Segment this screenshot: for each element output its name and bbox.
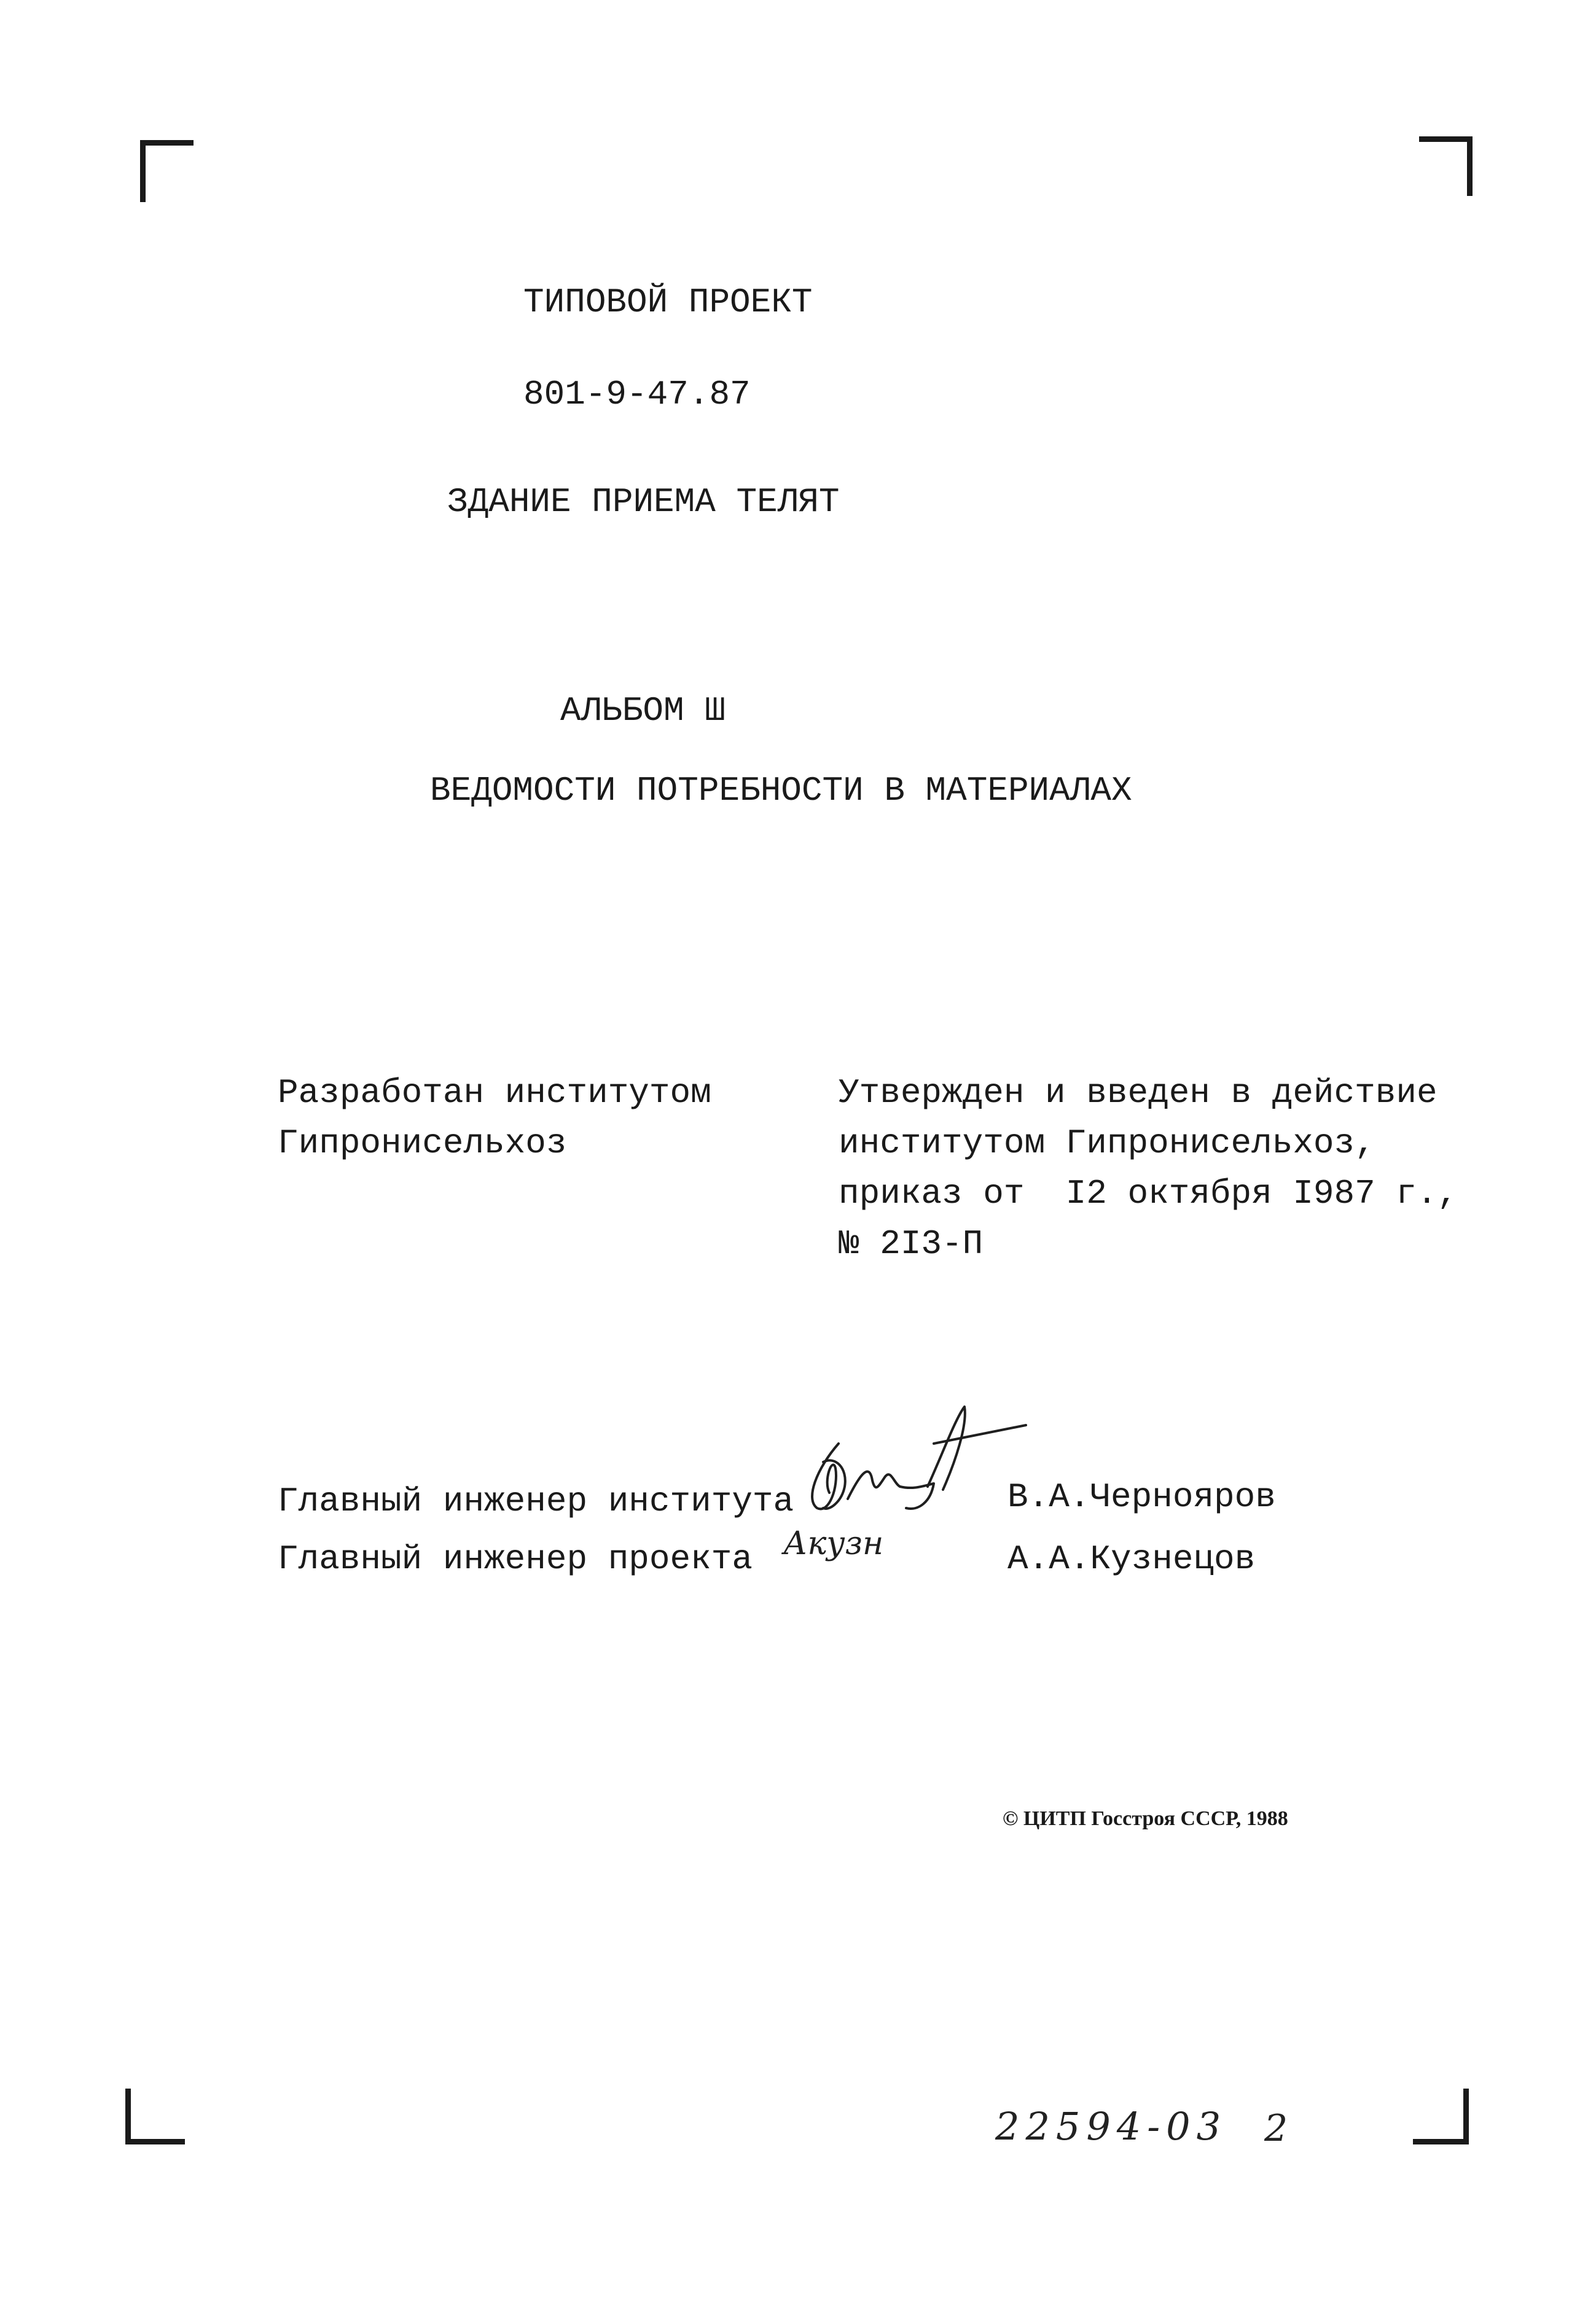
page-number: 2 [1264, 2107, 1288, 2150]
approval-line-1: Утвержден и введен в действие [839, 1073, 1438, 1112]
crop-mark-top-left [140, 140, 194, 202]
archive-code: 22594-03 [995, 2104, 1227, 2149]
project-label: ТИПОВОЙ ПРОЕКТ [523, 283, 813, 322]
signatory-name-1: В.А.Чернояров [1007, 1477, 1276, 1517]
approval-block [839, 1068, 1458, 1269]
crop-mark-bottom-right [1413, 2089, 1469, 2144]
crop-mark-bottom-left [125, 2089, 185, 2144]
signature-script: Акузн [783, 1525, 884, 1562]
album-subtitle: ВЕДОМОСТИ ПОТРЕБНОСТИ В МАТЕРИАЛАХ [430, 771, 1132, 810]
handwritten-signature [780, 1394, 1038, 1591]
copyright-notice: © ЦИТП Госстроя СССР, 1988 [1003, 1807, 1288, 1830]
building-name: ЗДАНИЕ ПРИЕМА ТЕЛЯТ [447, 482, 840, 522]
approval-line-4: № 2I3-П [839, 1224, 984, 1264]
developer-block [278, 1068, 711, 1168]
project-code: 801-9-47.87 [523, 375, 751, 414]
crop-mark-top-right [1419, 136, 1473, 196]
signatory-role-1: Главный инженер института [278, 1482, 794, 1521]
signatory-name-2: А.А.Кузнецов [1007, 1539, 1256, 1579]
approval-line-2: институтом Гипронисельхоз, [839, 1124, 1375, 1163]
developer-line-1: Разработан институтом [278, 1073, 711, 1112]
signatory-role-2: Главный инженер проекта [278, 1539, 753, 1579]
album-title: АЛЬБОМ Ш [560, 691, 726, 730]
developer-line-2: Гипронисельхоз [278, 1124, 567, 1163]
approval-line-3: приказ от I2 октября I987 г., [839, 1174, 1458, 1213]
